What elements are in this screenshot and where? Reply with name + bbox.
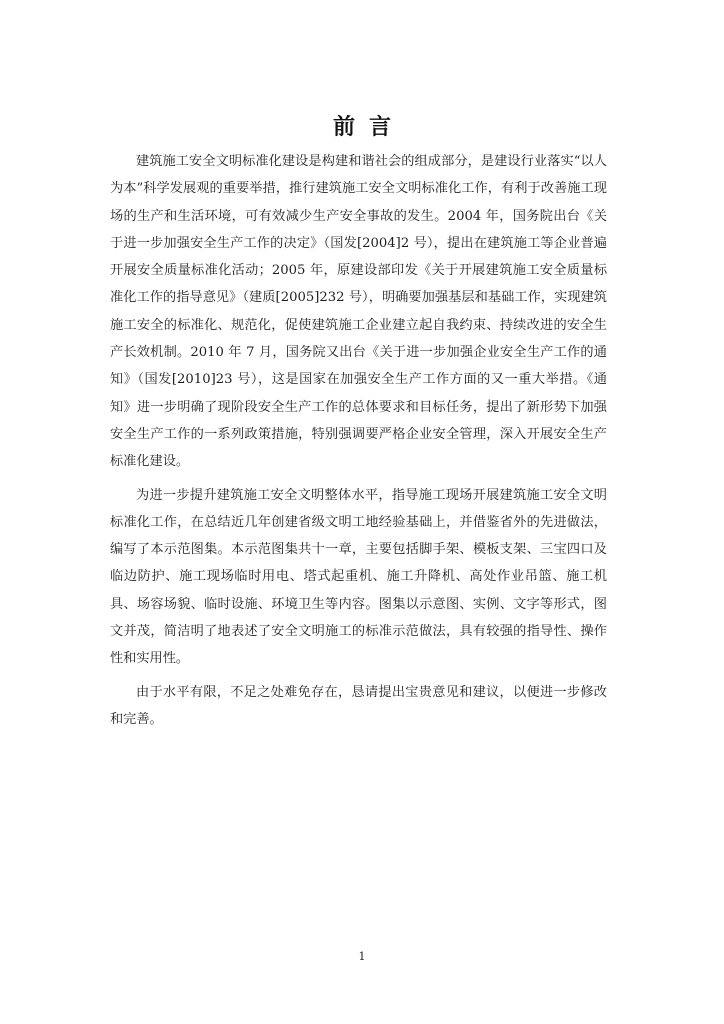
paragraph-1: 建筑施工安全文明标准化建设是构建和谐社会的组成部分，是建设行业落实“以人为本”科学发展观的重要举措，推行建筑施工安全文明标准化工作，有利于改善施工现场的生产和生活环境，可有效减少生产安全事故的发生。2004 年，国务院出台《关于进一步加强安全生产工作的决定》（国发[2004]2 号），提出在建筑施工等企业普遍开展安全质量标准化活动；2005 年，原建设部印发《关于开展建筑施工安全质量标准化工作的指导意见》（建质[2005]232 号），明确要加强基层和基础工作，实现建筑施工安全的标准化、规范化，促使建筑施工企业建立起自我约束、持续改进的安全生产长效机制。2010 年 7 月，国务院又出台《关于进一步加强企业安全生产工作的通知》（国发[2010]23 号），这是国家在加强安全生产工作方面的又一重大举措。《通知》进一步明确了现阶段安全生产工作的总体要求和目标任务，提出了新形势下加强安全生产工作的一系列政策措施，特别强调要严格企业安全管理，深入开展安全生产标准化建设。 [110, 154, 607, 470]
paragraph-2: 为进一步提升建筑施工安全文明整体水平，指导施工现场开展建筑施工安全文明标准化工作，在总结近几年创建省级文明工地经验基础上，并借鉴省外的先进做法，编写了本示范图集。本示范图集共十一章，主要包括脚手架、模板支架、三宝四口及临边防护、施工现场临时用电、塔式起重机、施工升降机、高处作业吊篮、施工机具、场容场貌、临时设施、环境卫生等内容。图集以示意图、实例、文字等形式，图文并茂，简洁明了地表述了安全文明施工的标准示范做法，具有较强的指导性、操作性和实用性。 [110, 487, 607, 667]
page-number: 1 [358, 950, 366, 963]
page-title: 前言 [332, 115, 405, 140]
paragraph-3: 由于水平有限，不足之处难免存在，恳请提出宝贵意见和建议，以便进一步修改和完善。 [110, 684, 607, 727]
preface-body [110, 148, 607, 739]
